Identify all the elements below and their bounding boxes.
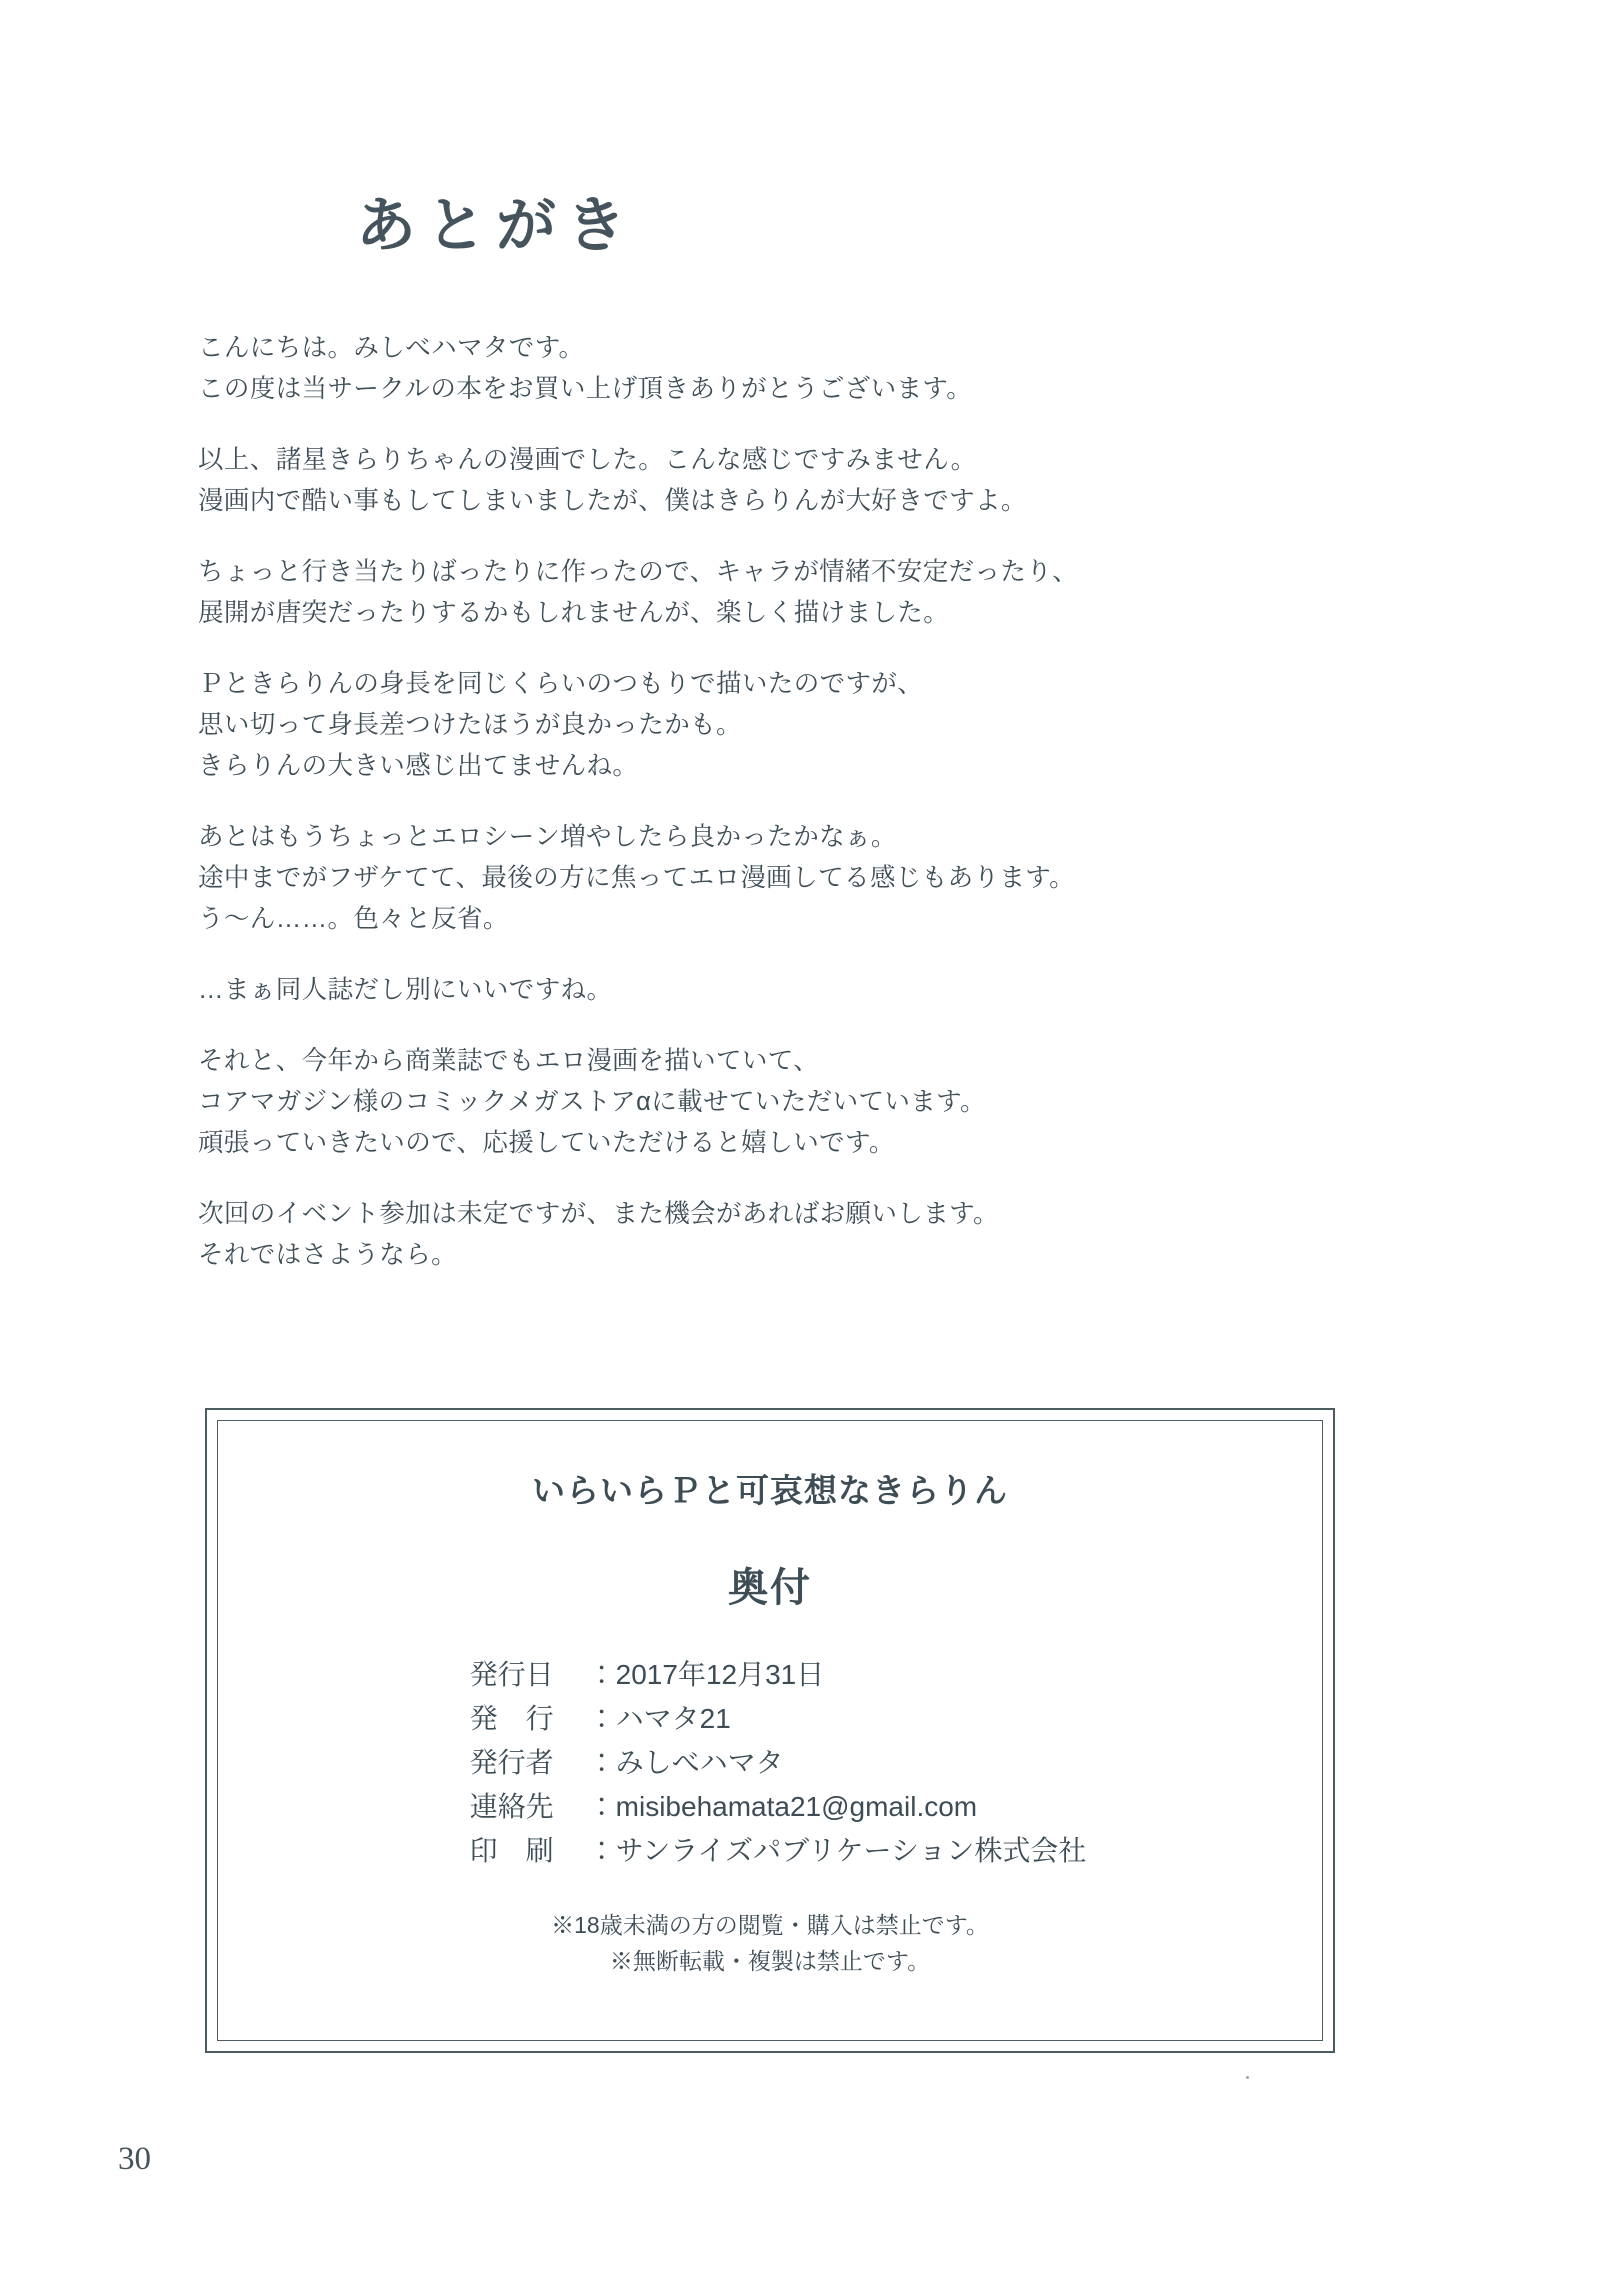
field-value: misibehamata21@gmail.com xyxy=(615,1791,978,1822)
text-line: 展開が唐突だったりするかもしれませんが、楽しく描けました。 xyxy=(198,599,950,627)
afterword-body xyxy=(198,328,1378,1276)
field-separator: ： xyxy=(587,1659,616,1690)
page-number: 30 xyxy=(118,2141,151,2177)
paragraph xyxy=(198,664,1378,787)
colophon-field-publication-date xyxy=(470,1653,1087,1697)
paragraph xyxy=(198,817,1378,940)
text-line: 以上、諸星きらりちゃんの漫画でした。こんな感じですみません。 xyxy=(198,446,977,474)
text-line: …まぁ同人誌だし別にいいですね。 xyxy=(198,976,613,1004)
text-line: きらりんの大きい感じ出てませんね。 xyxy=(198,752,639,780)
paragraph xyxy=(198,1194,1378,1276)
colophon-field-publisher xyxy=(470,1697,1087,1741)
page-title: あとがき xyxy=(356,192,636,259)
text-line: コアマガジン様のコミックメガストアαに載せていただいています。 xyxy=(198,1088,986,1116)
colophon-field-author xyxy=(470,1741,1087,1785)
note-reproduction: ※無断転載・複製は禁止です。 xyxy=(609,1948,931,1974)
text-line: 次回のイベント参加は未定ですが、また機会があればお願いします。 xyxy=(198,1200,999,1228)
text-line: それと、今年から商業誌でもエロ漫画を描いていて、 xyxy=(198,1047,820,1075)
colophon-box xyxy=(205,1408,1335,2053)
text-line: 漫画内で酷い事もしてしまいましたが、僕はきらりんが大好きですよ。 xyxy=(198,487,1027,515)
text-line: あとはもうちょっとエロシーン増やしたら良かったかなぁ。 xyxy=(198,823,897,851)
field-label: 連絡先 xyxy=(469,1791,554,1822)
text-line: それではさようなら。 xyxy=(198,1241,458,1269)
registration-dot xyxy=(1246,2076,1249,2079)
paragraph xyxy=(198,328,1378,410)
field-label: 発 行 xyxy=(469,1703,554,1734)
text-line: う〜ん……。色々と反省。 xyxy=(198,905,509,933)
field-value: サンライズパブリケーション株式会社 xyxy=(615,1835,1087,1866)
text-line: 途中までがフザケてて、最後の方に焦ってエロ漫画してる感じもあります。 xyxy=(198,864,1076,892)
colophon-notes xyxy=(207,1907,1333,1979)
paragraph xyxy=(198,1041,1378,1164)
text-line: ちょっと行き当たりばったりに作ったので、キャラが情緒不安定だったり、 xyxy=(198,558,1079,586)
field-value: ハマタ21 xyxy=(615,1703,731,1734)
text-line: こんにちは。みしべハマタです。 xyxy=(198,334,585,362)
field-label: 印 刷 xyxy=(469,1835,554,1866)
field-separator: ： xyxy=(587,1747,616,1778)
field-separator: ： xyxy=(587,1791,616,1822)
field-label: 発行日 xyxy=(469,1659,554,1690)
colophon-field-contact xyxy=(470,1785,1087,1829)
text-line: 思い切って身長差つけたほうが良かったかも。 xyxy=(198,711,742,739)
colophon-fields xyxy=(454,1653,1087,1873)
colophon-field-printer xyxy=(470,1829,1087,1873)
colophon-heading: 奥付 xyxy=(728,1566,812,1610)
paragraph xyxy=(198,552,1378,634)
text-line: この度は当サークルの本をお買い上げ頂きありがとうございます。 xyxy=(198,375,973,403)
field-label: 発行者 xyxy=(469,1747,554,1778)
field-value: みしべハマタ xyxy=(615,1747,784,1778)
paragraph xyxy=(198,970,1378,1011)
paragraph xyxy=(198,440,1378,522)
note-age-restriction: ※18歳未満の方の閲覧・購入は禁止です。 xyxy=(551,1912,989,1938)
field-value: 2017年12月31日 xyxy=(615,1659,825,1690)
field-separator: ： xyxy=(587,1703,616,1734)
text-line: 頑張っていきたいので、応援していただけると嬉しいです。 xyxy=(198,1129,895,1157)
field-separator: ： xyxy=(587,1835,616,1866)
colophon-book-title: いらいらＰと可哀想なきらりん xyxy=(532,1472,1008,1509)
text-line: Ｐときらりんの身長を同じくらいのつもりで描いたのですが、 xyxy=(198,670,924,698)
colophon-content xyxy=(207,1410,1333,2051)
